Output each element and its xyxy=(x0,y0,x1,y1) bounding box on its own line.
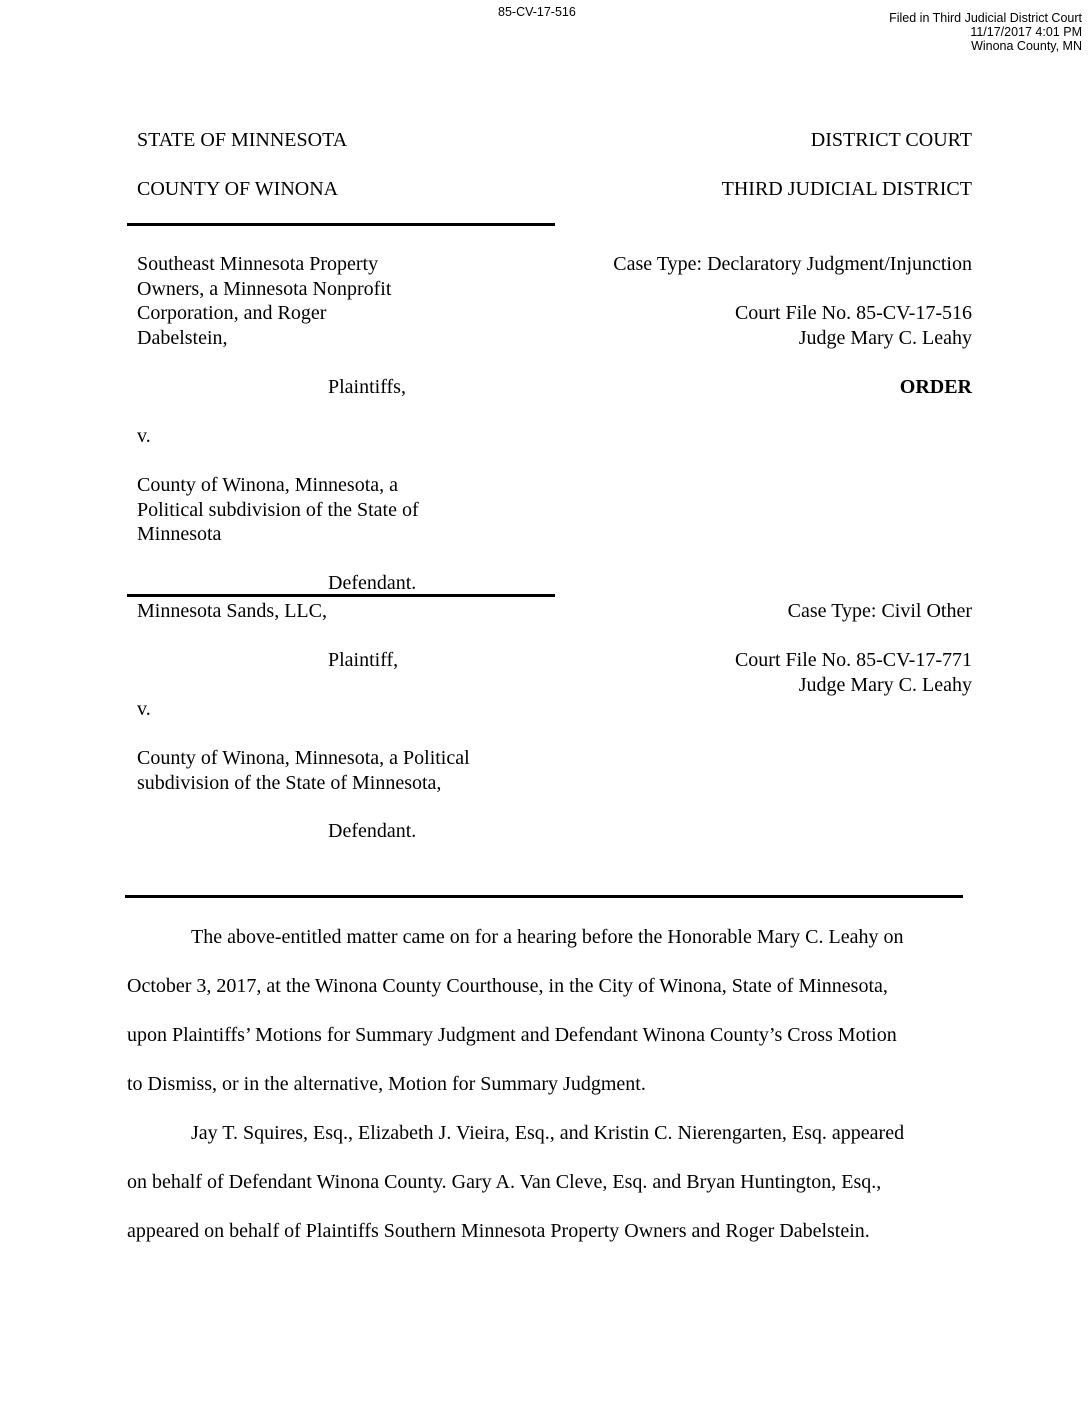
case2-plaintiff: Minnesota Sands, LLC, xyxy=(137,600,327,622)
body-line: appeared on behalf of Plaintiffs Southern Minnesota Property Owners and Roger Dabelstein. xyxy=(127,1220,870,1242)
filed-stamp-line: Winona County, MN xyxy=(971,39,1082,53)
filed-stamp-line: 11/17/2017 4:01 PM xyxy=(970,25,1082,39)
case1-defendant xyxy=(137,473,419,547)
body-line: Jay T. Squires, Esq., Elizabeth J. Vieira, Esq., and Kristin C. Nierengarten, Esq. appeared xyxy=(191,1122,905,1144)
court-file-number: Court File No. 85-CV-17-771 xyxy=(734,649,972,671)
caption-court: DISTRICT COURT xyxy=(810,129,972,151)
party-line: Minnesota xyxy=(137,523,222,545)
body-line: on behalf of Defendant Winona County. Gary A. Van Cleve, Esq. and Bryan Huntington, Esq., xyxy=(127,1171,882,1193)
case-divider xyxy=(127,594,555,597)
case1-plaintiffs xyxy=(137,252,391,350)
body-line: October 3, 2017, at the Winona County Courthouse, in the City of Winona, State of Minnesota, xyxy=(127,975,888,997)
party-line: Political subdivision of the State of xyxy=(137,498,419,521)
party-line: County of Winona, Minnesota, a xyxy=(137,474,399,496)
party-line: Corporation, and Roger xyxy=(137,302,327,324)
judge-name: Judge Mary C. Leahy xyxy=(798,326,972,349)
body-paragraph xyxy=(127,925,967,1121)
case2-defendant-label: Defendant. xyxy=(328,820,417,842)
judge-name: Judge Mary C. Leahy xyxy=(798,673,972,696)
case1-plaintiffs-label: Plaintiffs, xyxy=(328,376,406,398)
court-file-number: Court File No. 85-CV-17-516 xyxy=(734,302,972,324)
header-file-number: 85-CV-17-516 xyxy=(498,5,576,19)
case1-case-type: Case Type: Declaratory Judgment/Injunction xyxy=(613,253,972,275)
case2-versus: v. xyxy=(137,698,151,720)
party-line: County of Winona, Minnesota, a Political xyxy=(137,747,470,769)
party-line: Southeast Minnesota Property xyxy=(137,253,379,275)
body-line: The above-entitled matter came on for a hearing before the Honorable Mary C. Leahy on xyxy=(191,926,904,948)
case2-plaintiff-label: Plaintiff, xyxy=(328,649,399,671)
case2-case-type: Case Type: Civil Other xyxy=(787,600,972,622)
filed-stamp xyxy=(889,11,1082,53)
party-line: Owners, a Minnesota Nonprofit xyxy=(137,277,392,300)
body-line: to Dismiss, or in the alternative, Motion for Summary Judgment. xyxy=(127,1073,646,1095)
case2-court-file xyxy=(735,648,972,697)
case1-defendant-label: Defendant. xyxy=(328,572,417,594)
caption-bottom-rule xyxy=(125,895,963,898)
caption-county: COUNTY OF WINONA xyxy=(137,178,339,200)
caption-district: THIRD JUDICIAL DISTRICT xyxy=(721,178,972,200)
case1-court-file xyxy=(735,301,972,350)
body-paragraph xyxy=(127,1121,967,1268)
case2-defendant xyxy=(137,746,470,795)
body-line: upon Plaintiffs’ Motions for Summary Judgment and Defendant Winona County’s Cross Motion xyxy=(127,1024,897,1046)
caption-divider xyxy=(127,223,555,226)
caption-state: STATE OF MINNESOTA xyxy=(137,129,348,151)
party-line: Dabelstein, xyxy=(137,326,228,349)
filed-stamp-line: Filed in Third Judicial District Court xyxy=(889,11,1082,25)
order-title: ORDER xyxy=(899,376,972,398)
case1-versus: v. xyxy=(137,425,151,447)
party-line: subdivision of the State of Minnesota, xyxy=(137,771,442,794)
